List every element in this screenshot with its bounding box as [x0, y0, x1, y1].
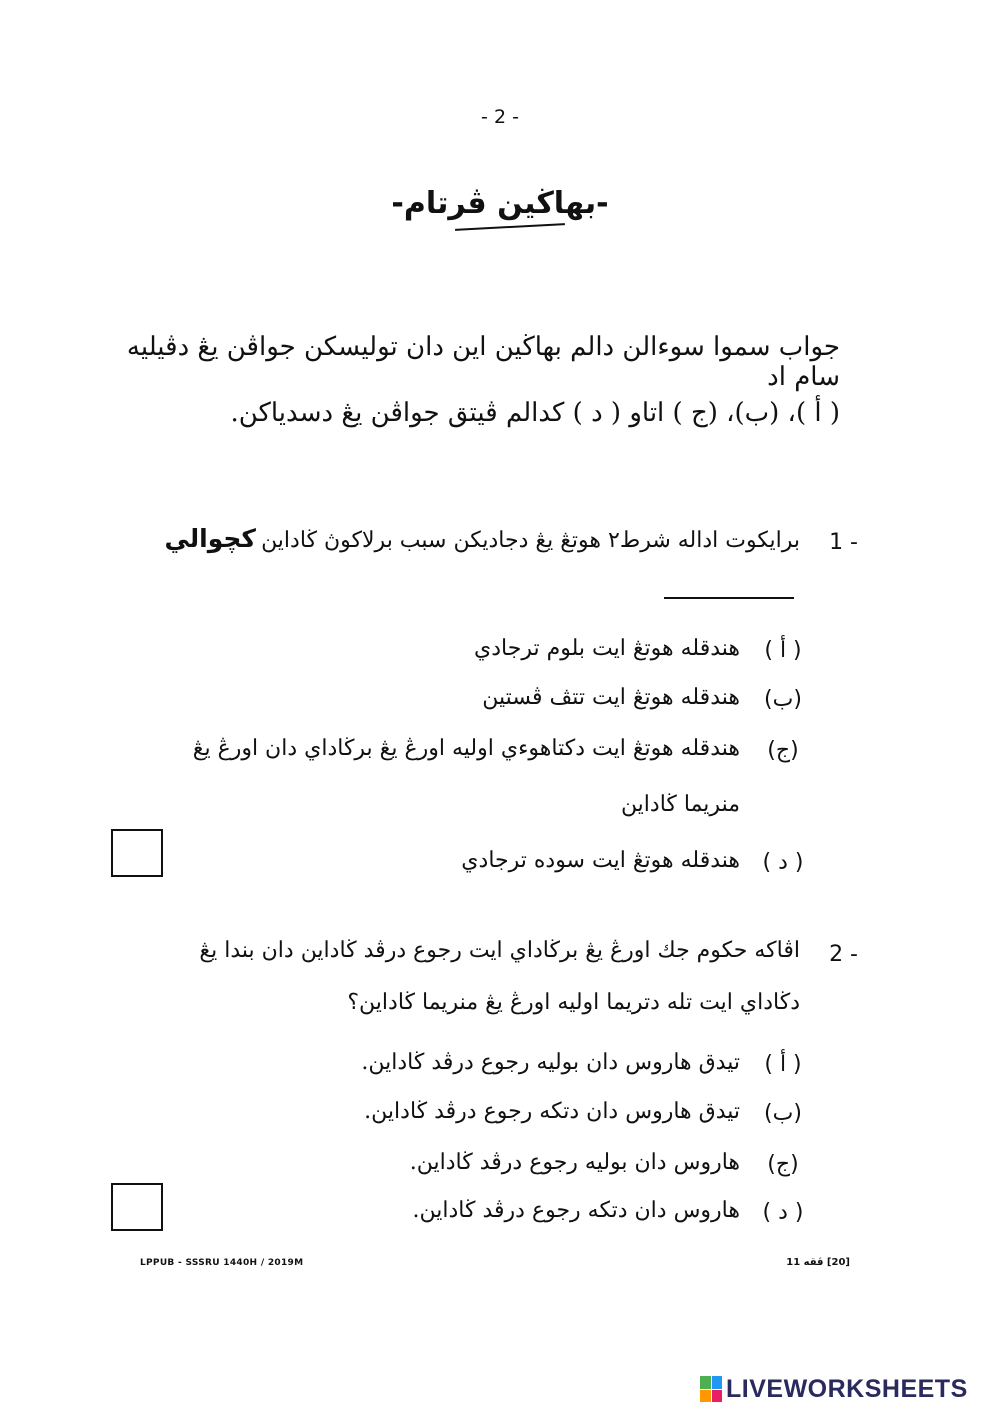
liveworksheets-logo-icon: [700, 1376, 722, 1402]
logo-cell: [700, 1390, 711, 1403]
q1-option-a-label: ( أ ): [764, 638, 802, 663]
instruction-line-1: جواب سموا سوءالن دالم بهاڬين اين دان توليسكن جواڤن يڠ دڤيليه سام اد: [126, 332, 840, 392]
question-1-stem-text: برايكوت اداله شرط٢ هوتڠ يڠ دجاديكن سبب برلاكوڽ ڬاداين: [261, 528, 800, 553]
footer-page-info: [20] ڤقه 11: [786, 1257, 850, 1268]
question-1-except-word: كچوالي: [164, 524, 256, 553]
question-2-number: 2 -: [829, 942, 858, 967]
question-1-blank-line: [664, 597, 794, 599]
instruction-line-2: ( أ )، (ب)، (ج ) اتاو ( د ) كدالم ڤيتق جواڤن يڠ دسدياكن.: [230, 398, 840, 428]
title-underline: [455, 223, 565, 231]
q1-option-b-label: (ب): [764, 687, 802, 712]
logo-cell: [700, 1376, 711, 1389]
q2-option-d-text: هاروس دان دتكه رجوع درڤد ڬاداين.: [412, 1198, 740, 1223]
q2-option-c-label: (ج): [767, 1152, 799, 1177]
q2-answer-box[interactable]: [111, 1183, 163, 1231]
q2-option-a-text: تيدق هاروس دان بوليه رجوع درڤد ڬاداين.: [361, 1050, 740, 1075]
q1-answer-box[interactable]: [111, 829, 163, 877]
q2-option-a-label: ( أ ): [764, 1052, 802, 1077]
q2-option-b-text: تيدق هاروس دان دتكه رجوع درڤد ڬاداين.: [364, 1099, 740, 1124]
brand-name: LIVEWORKSHEETS: [726, 1374, 968, 1403]
q2-option-d-label: ( د ): [762, 1200, 804, 1225]
q2-option-b-label: (ب): [764, 1101, 802, 1126]
logo-cell: [712, 1390, 723, 1403]
question-2-stem-line-2: دڬاداي ايت تله دتريما اوليه اورڠ يڠ منريما ڬاداين؟: [347, 990, 800, 1015]
liveworksheets-brand: [700, 1374, 968, 1404]
q1-option-c-text: هندقله هوتڠ ايت دكتاهوءي اوليه اورڠ يڠ برڬاداي دان اورڠ يڠ: [192, 736, 740, 761]
section-title: -بهاڬين ڤرتام-: [391, 186, 609, 221]
q1-option-c-text-line2: منريما ڬاداين: [620, 792, 740, 817]
question-1-number: 1 -: [829, 530, 858, 555]
q1-option-d-label: ( د ): [762, 850, 804, 875]
page-number: - 2 -: [481, 106, 519, 128]
question-1-stem: [100, 524, 800, 553]
q1-option-c-label: (ج): [767, 738, 799, 763]
q1-option-a-text: هندقله هوتڠ ايت بلوم ترجادي: [474, 636, 740, 661]
question-2-stem-line-1: اڤاكه حكوم جك اورڠ يڠ برڬاداي ايت رجوع درڤد ڬاداين دان بندا يڠ: [199, 938, 800, 963]
q1-option-b-text: هندقله هوتڠ ايت تتڤ ڤستين: [482, 685, 740, 710]
q1-option-d-text: هندقله هوتڠ ايت سوده ترجادي: [461, 848, 740, 873]
logo-cell: [712, 1376, 723, 1389]
q2-option-c-text: هاروس دان بوليه رجوع درڤد ڬاداين.: [409, 1150, 740, 1175]
footer-code: LPPUB - SSSRU 1440H / 2019M: [140, 1258, 304, 1268]
